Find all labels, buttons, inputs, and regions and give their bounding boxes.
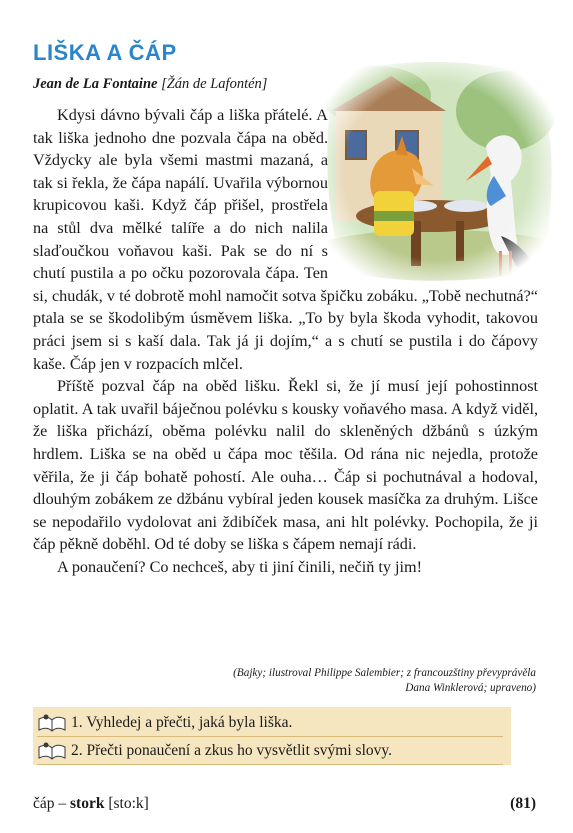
- vocabulary-note: [33, 795, 149, 813]
- task-item: [37, 738, 503, 765]
- vocab-pronunciation: [sto:k]: [104, 795, 149, 812]
- book-icon: [37, 713, 67, 733]
- paragraph-2: Příště pozval čáp na oběd lišku. Řekl si, že jí musí její pohostinnost oplatit. A tak uvařil báječnou polévku s kousky voňavého masa. A když viděl, že liška přichází, oběma polévku nalil do skleněných džbánů s úzkým hrdlem. Liška se na oběd u čápa moc těšila. Od rána nic nejedla, protože věřila, že ji čáp bohatě pohostí. Ale ouha… Čáp si pochutnával a hodoval, dlouhým zobákem ze džbánu vybíral jeden kousek masíčka za druhým. Lišce se nepodařilo vydolovat ani ždibíček masa, ani hlt polévky. Pochopila, že ji čáp pěkně doběhl. Od té doby se liška s čápem nemají rádi.: [33, 377, 538, 554]
- task-text: 2. Přečti ponaučení a zkus ho vysvětlit svými slovy.: [71, 742, 393, 759]
- task-box: [33, 707, 511, 765]
- paragraph-1: Kdysi dávno bývali čáp a liška přátelé. A tak liška jednoho dne pozvala čápa na oběd. Vždycky ale byla všemi mastmi mazaná, a tak si řekla, že čápa napálí. Uvařila výbornou krupicovou kaši. Když čáp přišel, prostřela na stůl dva mělké talíře a do nich nalila slaďoučkou voňavou kaši. Pak se do ní s chutí pustila a po očku pozorovala čápa. Ten si, chudák, v té dobrotě mohl namočit sotva špičku zobáku. „Tobě nechutná?“ ptala se se škodolibým úsměvem liška. „To by byla škoda vyhodit, takovou práci jsem si s kaší dala. Tak já ji dojím,“ a s chutí se pustila i do čápovy kaše. Čáp jen v rozpacích mlčel.: [33, 106, 538, 373]
- task-text: 1. Vyhledej a přečti, jaká byla liška.: [71, 714, 293, 731]
- source-line-1: (Bajky; ilustroval Philippe Salembier; z francouzštiny převyprávěla: [233, 667, 536, 679]
- vocab-word: čáp: [33, 795, 55, 812]
- page-number: (81): [510, 795, 536, 812]
- story-title: LIŠKA A ČÁP: [33, 40, 177, 65]
- task-item: [37, 710, 503, 737]
- moral-paragraph: A ponaučení? Co nechceš, aby ti jiní činili, nečiň ty jim!: [57, 557, 423, 576]
- author-name: Jean de La Fontaine: [33, 76, 158, 92]
- illustration-float-space: [328, 104, 538, 274]
- author-line: [33, 76, 267, 93]
- vocab-translation: stork: [70, 795, 105, 812]
- author-pronunciation: [Žán de Lafontén]: [161, 76, 268, 92]
- story-text: [33, 104, 538, 578]
- source-line-2: Dana Winklerová; upraveno): [405, 682, 536, 694]
- source-citation: [233, 666, 536, 696]
- vocab-dash: –: [54, 795, 71, 812]
- book-icon: [37, 741, 67, 761]
